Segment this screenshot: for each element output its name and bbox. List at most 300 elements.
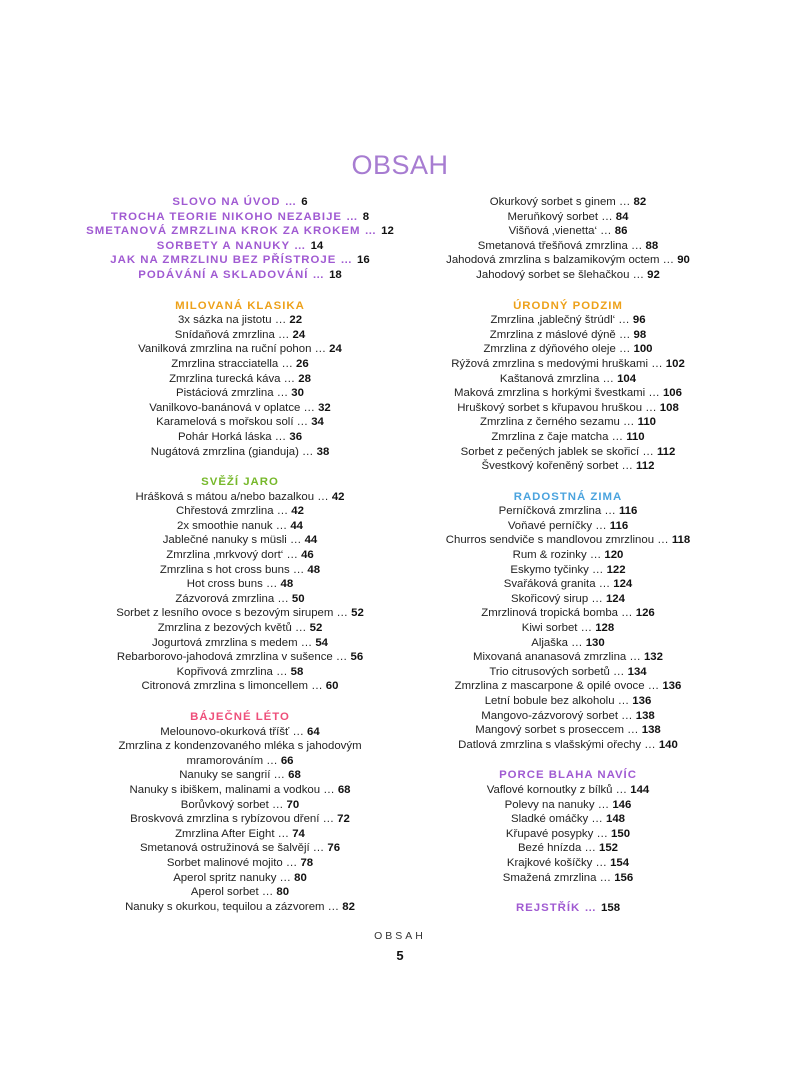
toc-entry[interactable]	[80, 504, 400, 519]
toc-entry-text: Švestkový kořeněný sorbet	[481, 460, 619, 473]
toc-entry[interactable]	[80, 725, 400, 740]
toc-leader: …	[308, 680, 326, 693]
toc-leader: …	[599, 372, 618, 385]
toc-entry-text: Churros sendviče s mandlovou zmrzlinou	[445, 534, 655, 547]
toc-entry-text: Jogurtová zmrzlina s medem	[151, 636, 298, 649]
toc-leader: …	[615, 196, 634, 208]
toc-leader: …	[274, 827, 293, 840]
toc-entry[interactable]	[408, 548, 728, 563]
section-gap	[408, 752, 728, 768]
toc-page-number: 84	[615, 210, 629, 223]
toc-page-number: 134	[627, 665, 647, 678]
toc-entry[interactable]	[408, 783, 728, 798]
toc-leader: …	[319, 813, 338, 826]
toc-entry[interactable]	[80, 328, 400, 343]
toc-left-column	[80, 195, 400, 914]
toc-entry[interactable]	[408, 798, 728, 813]
toc-page-number: 80	[294, 871, 307, 884]
toc-entry[interactable]	[80, 548, 400, 563]
toc-leader: …	[598, 210, 616, 223]
toc-entry[interactable]	[408, 210, 728, 225]
toc-entry-text: mramorováním	[186, 754, 264, 767]
toc-entry[interactable]	[408, 694, 728, 709]
toc-entry-text: Hot cross buns	[186, 578, 263, 591]
toc-entry-text: Zmrzlina ‚mrkvový dort‘	[166, 549, 284, 562]
toc-entry[interactable]	[80, 636, 400, 651]
toc-page-number: 44	[304, 534, 318, 547]
toc-entry[interactable]	[80, 313, 400, 328]
toc-leader: …	[273, 387, 292, 400]
toc-page-number: 68	[337, 783, 351, 796]
toc-section-heading[interactable]	[80, 239, 400, 254]
toc-leader: …	[639, 445, 657, 458]
toc-section-heading[interactable]	[80, 195, 400, 210]
toc-entry[interactable]	[408, 679, 728, 694]
toc-leader: …	[311, 343, 330, 356]
toc-entry-text: Nanuky se sangrií	[179, 769, 271, 782]
toc-entry[interactable]	[80, 401, 400, 416]
toc-entry-text: Zmrzlina z máslové dýně	[489, 328, 616, 341]
section-gap	[408, 283, 728, 299]
toc-entry-text: Nanuky s okurkou, tequilou a zázvorem	[125, 900, 325, 913]
toc-page-number: 152	[599, 842, 619, 855]
toc-entry-text: Smetanová třešňová zmrzlina	[477, 239, 628, 252]
toc-section-heading[interactable]	[80, 253, 400, 268]
toc-leader: …	[609, 665, 628, 678]
toc-page-number: 76	[327, 842, 341, 855]
toc-entry[interactable]	[408, 459, 728, 474]
toc-entry-text: Karamelová s mořskou solí	[156, 416, 294, 429]
toc-entry-text: Zmrzlina s hot cross buns	[159, 563, 290, 576]
toc-page-number: 120	[604, 549, 624, 562]
toc-entry[interactable]	[408, 313, 728, 328]
toc-page-number: 6	[301, 196, 308, 208]
toc-entry-text: Zmrzlina z kondenzovaného mléka s jahodovým	[118, 740, 362, 753]
toc-leader: …	[283, 549, 302, 562]
toc-entry-text: Smetanová ostružinová se šalvějí	[139, 842, 310, 855]
toc-entry-text: Pistáciová zmrzlina	[176, 387, 274, 400]
toc-entry[interactable]	[408, 401, 728, 416]
toc-page-number: 74	[292, 827, 305, 840]
toc-leader: …	[597, 225, 615, 238]
toc-entry[interactable]	[408, 445, 728, 460]
toc-entry-text: Sorbet z lesního ovoce s bezovým sirupem	[116, 607, 334, 620]
toc-page-number: 116	[609, 519, 629, 532]
toc-leader: …	[629, 268, 648, 281]
toc-entry[interactable]	[408, 827, 728, 842]
toc-entry[interactable]	[408, 224, 728, 239]
toc-entry-text: 2x smoothie nanuk	[176, 519, 273, 532]
toc-page-number: 124	[605, 592, 625, 605]
toc-entry[interactable]	[408, 665, 728, 680]
toc-entry-text: Eskymo tyčinky	[510, 563, 589, 576]
toc-page-number: 144	[630, 783, 650, 796]
toc-entry[interactable]	[408, 415, 728, 430]
toc-page-number: 22	[289, 314, 303, 327]
toc-leader: …	[567, 636, 586, 649]
toc-page-number: 150	[611, 827, 631, 840]
toc-section-heading[interactable]	[408, 901, 728, 916]
toc-leader: …	[601, 505, 619, 518]
toc-entry[interactable]	[80, 871, 400, 886]
toc-entry[interactable]	[80, 754, 400, 769]
section-heading-text: PODÁVÁNÍ A SKLADOVÁNÍ	[138, 268, 309, 281]
page-title: OBSAH	[351, 150, 449, 180]
toc-entry[interactable]	[408, 577, 728, 592]
toc-entry[interactable]	[408, 563, 728, 578]
toc-leader: …	[615, 314, 633, 327]
toc-page-number: 16	[357, 254, 370, 267]
toc-entry[interactable]	[408, 812, 728, 827]
toc-entry-text: Krajkové košíčky	[506, 856, 593, 869]
toc-entry[interactable]	[80, 885, 400, 900]
toc-entry[interactable]	[80, 533, 400, 548]
toc-entry[interactable]	[80, 739, 400, 754]
toc-section-heading[interactable]	[80, 475, 400, 490]
toc-leader: …	[595, 578, 614, 591]
toc-entry-text: Melounovo-okurková tříšť	[160, 725, 290, 738]
toc-leader: …	[308, 268, 330, 281]
toc-entry-text: Mangový sorbet s proseccem	[475, 724, 625, 737]
toc-entry-text: Zmrzlina z dýňového oleje	[483, 343, 616, 356]
toc-leader: …	[642, 401, 660, 414]
toc-leader: …	[596, 871, 615, 884]
toc-leader: …	[644, 680, 663, 693]
toc-page-number: 102	[665, 357, 685, 370]
section-gap	[80, 283, 400, 299]
toc-leader: …	[333, 607, 352, 620]
toc-page-number: 100	[633, 343, 653, 356]
section-heading-text: SLOVO NA ÚVOD	[172, 196, 281, 208]
toc-entry-text: Jahodová zmrzlina s balzamikovým octem	[446, 254, 660, 267]
toc-entry-text: Rýžová zmrzlina s medovými hruškami	[451, 357, 649, 370]
toc-entry-text: Sorbet malinové mojito	[166, 856, 283, 869]
toc-leader: …	[272, 519, 291, 532]
toc-entry[interactable]	[408, 606, 728, 621]
toc-entry[interactable]	[80, 665, 400, 680]
toc-entry-text: Zmrzlina z bezových květů	[157, 622, 292, 635]
toc-entry[interactable]	[80, 841, 400, 856]
toc-page-number: 108	[659, 401, 679, 414]
toc-section-heading[interactable]	[80, 210, 400, 225]
toc-leader: …	[324, 900, 343, 913]
toc-entry-text: Křupavé posypky	[505, 827, 594, 840]
toc-entry[interactable]	[80, 650, 400, 665]
toc-leader: …	[618, 607, 636, 620]
toc-entry[interactable]	[80, 430, 400, 445]
toc-entry[interactable]	[80, 783, 400, 798]
toc-page-number: 96	[632, 314, 646, 327]
section-gap	[80, 459, 400, 475]
toc-page-number: 92	[647, 268, 660, 281]
toc-entry[interactable]	[80, 342, 400, 357]
toc-entry[interactable]	[408, 709, 728, 724]
toc-page-number: 122	[606, 563, 626, 576]
toc-leader: …	[270, 769, 289, 782]
toc-entry[interactable]	[80, 386, 400, 401]
toc-leader: …	[278, 357, 297, 370]
toc-page-number: 54	[315, 636, 328, 649]
toc-entry-text: Zázvorová zmrzlina	[175, 592, 275, 605]
toc-leader: …	[280, 372, 299, 385]
toc-entry-text: Jahodový sorbet se šlehačkou	[476, 268, 630, 281]
toc-entry[interactable]	[80, 490, 400, 505]
toc-entry[interactable]	[408, 650, 728, 665]
toc-entry-text: Zmrzlina stracciatella	[171, 357, 279, 370]
toc-entry-text: Zmrzlinová tropická bomba	[481, 607, 618, 620]
toc-leader: …	[586, 549, 605, 562]
toc-leader: …	[659, 254, 678, 267]
toc-page-number: 158	[601, 902, 621, 915]
toc-entry-text: Chřestová zmrzlina	[176, 505, 274, 518]
toc-page-number: 136	[662, 680, 682, 693]
toc-leader: …	[588, 813, 606, 826]
toc-entry[interactable]	[408, 592, 728, 607]
toc-page-number: 52	[309, 622, 323, 635]
toc-section-heading[interactable]	[408, 490, 728, 505]
toc-leader: …	[276, 871, 295, 884]
section-heading-text: RADOSTNÁ ZIMA	[513, 490, 623, 503]
toc-leader: …	[271, 430, 290, 443]
toc-page-number: 66	[280, 754, 294, 767]
toc-entry-text: Vanilkovo-banánová v oplatce	[149, 401, 301, 414]
toc-page-number: 24	[292, 328, 306, 341]
toc-page-number: 78	[300, 856, 314, 869]
toc-leader: …	[360, 225, 382, 238]
toc-entry-text: Trio citrusových sorbetů	[489, 665, 610, 678]
toc-leader: …	[619, 416, 638, 429]
toc-entry[interactable]	[408, 430, 728, 445]
toc-entry-text: Okurkový sorbet s ginem	[489, 196, 616, 208]
toc-leader: …	[320, 783, 338, 796]
toc-entry[interactable]	[80, 372, 400, 387]
toc-page-number: 90	[677, 254, 690, 267]
toc-page-number: 138	[635, 709, 655, 722]
toc-entry[interactable]	[408, 856, 728, 871]
toc-entry[interactable]	[408, 342, 728, 357]
toc-entry[interactable]	[80, 606, 400, 621]
toc-entry[interactable]	[408, 533, 728, 548]
toc-page-number: 34	[311, 416, 324, 429]
toc-entry[interactable]	[408, 636, 728, 651]
toc-entry-text: Snídaňová zmrzlina	[174, 328, 275, 341]
toc-leader: …	[588, 592, 606, 605]
toc-page-number: 148	[605, 813, 625, 826]
toc-entry[interactable]	[80, 679, 400, 694]
toc-entry-text: Zmrzlina z černého sezamu	[479, 416, 620, 429]
toc-leader: …	[286, 534, 305, 547]
toc-page-number: 60	[325, 680, 339, 693]
toc-page-number: 112	[636, 460, 655, 473]
toc-leader: …	[614, 695, 633, 707]
toc-entry[interactable]	[408, 504, 728, 519]
toc-page-number: 130	[585, 636, 605, 649]
toc-entry[interactable]	[80, 563, 400, 578]
toc-entry-text: Rum & rozinky	[512, 549, 587, 562]
toc-entry[interactable]	[80, 415, 400, 430]
toc-entry[interactable]	[408, 871, 728, 886]
toc-leader: …	[645, 387, 663, 400]
toc-entry[interactable]	[408, 723, 728, 738]
toc-entry[interactable]	[408, 738, 728, 753]
toc-entry-text: Zmrzlina z čaje matcha	[491, 430, 609, 443]
toc-entry[interactable]	[408, 253, 728, 268]
toc-page-number: 26	[296, 357, 309, 370]
toc-entry[interactable]	[80, 856, 400, 871]
toc-leader: …	[289, 563, 308, 576]
toc-entry[interactable]	[80, 519, 400, 534]
toc-entry-text: Perníčková zmrzlina	[498, 505, 602, 518]
toc-entry[interactable]	[408, 268, 728, 283]
toc-entry-text: Rebarborovo-jahodová zmrzlina v sušence	[116, 651, 333, 664]
toc-leader: …	[608, 430, 627, 443]
toc-entry[interactable]	[408, 386, 728, 401]
toc-section-heading[interactable]	[408, 768, 728, 783]
toc-leader: …	[641, 738, 659, 751]
section-gap	[80, 694, 400, 710]
toc-leader: …	[274, 592, 292, 605]
toc-section-heading[interactable]	[80, 224, 400, 239]
toc-entry[interactable]	[80, 900, 400, 915]
toc-page-number: 86	[614, 225, 628, 238]
toc-section-heading[interactable]	[80, 710, 400, 725]
section-heading-text: TROCHA TEORIE NIKOHO NEZABIJE	[110, 210, 342, 223]
toc-page-number: 124	[613, 578, 633, 591]
section-heading-text: ÚRODNÝ PODZIM	[513, 299, 623, 312]
toc-page-number: 28	[298, 372, 311, 385]
toc-leader: …	[342, 210, 363, 223]
toc-leader: …	[293, 416, 312, 429]
toc-page-number: 136	[632, 695, 652, 707]
toc-entry-text: Borůvkový sorbet	[180, 798, 269, 811]
toc-entry[interactable]	[408, 328, 728, 343]
toc-entry-text: Smažená zmrzlina	[502, 871, 597, 884]
section-heading-text: SVĚŽÍ JARO	[201, 476, 279, 489]
toc-entry[interactable]	[408, 372, 728, 387]
toc-page-number: 48	[307, 563, 321, 576]
toc-entry[interactable]	[80, 621, 400, 636]
toc-section-heading[interactable]	[80, 268, 400, 283]
toc-entry-text: Svařáková granita	[503, 578, 596, 591]
toc-entry[interactable]	[80, 768, 400, 783]
toc-entry[interactable]	[408, 621, 728, 636]
toc-leader: …	[332, 651, 351, 664]
toc-entry-text: Skořicový sirup	[511, 592, 589, 605]
toc-entry-text: Višňová ‚vienetta‘	[508, 225, 598, 238]
toc-entry-text: Polevy na nanuky	[504, 798, 595, 811]
toc-leader: …	[615, 343, 634, 356]
section-gap	[408, 474, 728, 490]
toc-page-number: 12	[381, 225, 394, 238]
toc-entry[interactable]	[408, 239, 728, 254]
toc-page-number: 80	[276, 886, 290, 899]
toc-page-number: 24	[329, 343, 342, 356]
toc-entry-text: Letní bobule bez alkoholu	[484, 695, 615, 707]
toc-leader: …	[273, 505, 292, 518]
toc-leader: …	[588, 563, 607, 576]
toc-entry-text: Hruškový sorbet s křupavou hruškou	[457, 401, 643, 414]
toc-entry-text: Aperol sorbet	[190, 886, 259, 899]
toc-entry-text: Bezé hnízda	[517, 842, 582, 855]
toc-leader: …	[627, 239, 646, 252]
toc-leader: …	[280, 196, 302, 208]
toc-leader: …	[612, 783, 631, 796]
toc-leader: …	[314, 490, 332, 503]
toc-entry-text: Datlová zmrzlina s vlašskými ořechy	[458, 738, 642, 751]
section-heading-text: SORBETY A NANUKY	[156, 239, 290, 252]
toc-leader: …	[300, 401, 319, 414]
toc-leader: …	[618, 709, 636, 722]
toc-page-number: 68	[288, 769, 301, 782]
toc-entry[interactable]	[80, 592, 400, 607]
toc-entry[interactable]	[408, 357, 728, 372]
toc-entry[interactable]	[80, 445, 400, 460]
toc-page-number: 132	[643, 651, 663, 664]
toc-entry-text: Zmrzlina After Eight	[175, 827, 275, 840]
toc-entry-text: Zmrzlina z mascarpone & opilé ovoce	[454, 680, 645, 693]
toc-leader: …	[648, 357, 666, 370]
toc-leader: …	[577, 622, 596, 635]
toc-page-number: 106	[662, 387, 682, 400]
toc-entry-text: Kaštanová zmrzlina	[499, 372, 600, 385]
toc-entry[interactable]	[408, 195, 728, 210]
toc-leader: …	[268, 798, 287, 811]
toc-page-number: 64	[307, 725, 320, 738]
toc-leader: …	[282, 856, 301, 869]
toc-page-number: 88	[645, 239, 659, 252]
toc-leader: …	[309, 842, 328, 855]
toc-entry-text: Mangovo-zázvorový sorbet	[481, 709, 618, 722]
toc-page-number: 50	[291, 592, 305, 605]
toc-page-number: 126	[635, 607, 655, 620]
toc-entry-text: Voňavé perníčky	[507, 519, 593, 532]
section-heading-text: SMETANOVÁ ZMRZLINA KROK ZA KROKEM	[86, 225, 361, 238]
toc-page-number: 156	[614, 871, 634, 884]
toc-right-column	[408, 195, 728, 916]
toc-page-number: 46	[301, 549, 314, 562]
toc-entry-text: Vaflové kornoutky z bílků	[486, 783, 613, 796]
toc-page-number: 42	[291, 505, 304, 518]
toc-entry[interactable]	[408, 841, 728, 856]
toc-page-number: 42	[331, 490, 345, 503]
section-heading-text: PORCE BLAHA NAVÍC	[499, 769, 637, 782]
toc-leader: …	[594, 798, 613, 811]
toc-leader: …	[654, 534, 672, 547]
toc-page-number: 98	[633, 328, 647, 341]
toc-page-number: 48	[280, 578, 294, 591]
toc-entry-text: Jablečné nanuky s müsli	[162, 534, 287, 547]
toc-entry[interactable]	[80, 577, 400, 592]
toc-entry[interactable]	[80, 798, 400, 813]
toc-leader: …	[592, 519, 610, 532]
toc-page-number: 110	[626, 430, 645, 443]
toc-leader: …	[298, 445, 317, 458]
toc-entry[interactable]	[408, 519, 728, 534]
section-gap	[408, 885, 728, 901]
toc-leader: …	[258, 886, 277, 899]
toc-leader: …	[624, 724, 642, 737]
toc-section-heading[interactable]	[80, 299, 400, 314]
toc-entry-text: Zmrzlina ‚jablečný štrúdl‘	[490, 314, 616, 327]
toc-entry-text: Aperol spritz nanuky	[173, 871, 277, 884]
toc-entry[interactable]	[80, 357, 400, 372]
toc-entry-text: Hrášková s mátou a/nebo bazalkou	[135, 490, 315, 503]
toc-section-heading[interactable]	[408, 299, 728, 314]
toc-entry[interactable]	[80, 827, 400, 842]
toc-entry[interactable]	[80, 812, 400, 827]
toc-leader: …	[626, 651, 644, 664]
toc-entry-text: Citronová zmrzlina s limoncellem	[141, 680, 309, 693]
